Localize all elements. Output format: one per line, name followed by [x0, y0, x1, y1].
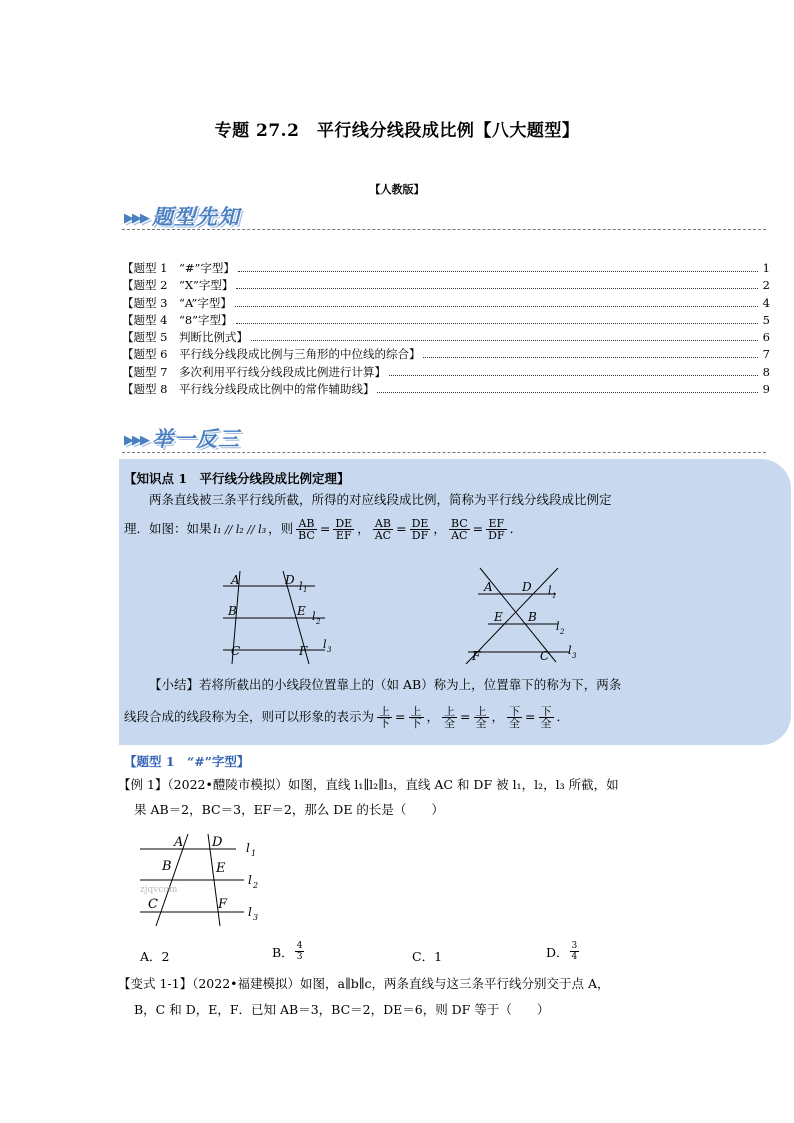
svg-text:l: l: [568, 644, 572, 657]
figure-parallel-lines: [215, 568, 345, 668]
svg-text:F: F: [472, 649, 481, 663]
section-heading-text: 题型先知: [152, 204, 240, 229]
toc-item[interactable]: 【题型 2 “X”字型】 2: [122, 278, 770, 293]
svg-text:3: 3: [327, 646, 332, 654]
svg-text:F: F: [218, 897, 228, 912]
svg-text:A: A: [231, 573, 240, 587]
toc-item[interactable]: 【题型 6 平行线分线段成比例与三角形的中位线的综合】 7: [122, 347, 770, 362]
svg-text:l: l: [248, 873, 252, 887]
question-type-heading: 【题型 1 “#”字型】: [124, 754, 250, 769]
divider: [122, 452, 766, 453]
svg-text:D: D: [285, 573, 295, 587]
triple-arrow-icon: ▶▶▶: [124, 433, 148, 448]
figure-crossing-lines: [460, 562, 590, 668]
svg-text:1: 1: [303, 586, 308, 594]
page-title: 专题 27.2 平行线分线段成比例【八大题型】: [214, 121, 580, 141]
svg-text:l: l: [299, 580, 303, 593]
triple-arrow-icon: ▶▶▶: [124, 211, 148, 226]
toc-item[interactable]: 【题型 5 判断比例式】 6: [122, 330, 770, 345]
svg-text:E: E: [297, 604, 306, 618]
svg-text:F: F: [299, 644, 308, 658]
svg-text:2: 2: [560, 628, 565, 636]
option-a[interactable]: A．2: [140, 949, 170, 964]
toc-item[interactable]: 【题型 4 “8”字型】 5: [122, 312, 770, 327]
svg-text:2: 2: [316, 618, 321, 626]
option-c[interactable]: C．1: [412, 949, 443, 964]
toc-item[interactable]: 【题型 3 “A”字型】 4: [122, 295, 770, 310]
summary-formula: 线段合成的线段称为全，则可以形象的表示为 $\frac{\text{上}}{\text{下}}$ = $\frac{\text{上}}{\text{下}}$ ， $\frac{\text{上}}{\text{全}}$ = $\frac{\text{上}}{\text{全}}$ ， $\frac{\text{下}}{\text{全}}$ = $\frac{\text{下}}{\text{全}}$ ．: [124, 705, 570, 730]
svg-text:E: E: [216, 861, 226, 876]
svg-text:1: 1: [251, 849, 257, 858]
table-of-contents: [122, 260, 770, 398]
svg-text:1: 1: [552, 592, 557, 600]
variant-question-line: 【变式 1-1】（2022•福建模拟）如图，a∥b∥c，两条直线与这三条平行线分别交于点 A，: [118, 976, 610, 991]
svg-text:l: l: [248, 905, 252, 919]
option-b[interactable]: B． $\frac{4}{3}$: [272, 941, 303, 962]
section-heading-text: 举一反三: [152, 426, 240, 451]
knowledge-heading: 【知识点 1 平行线分线段成比例定理】: [124, 471, 350, 486]
svg-text:l: l: [246, 841, 250, 855]
section-heading-practice: [124, 423, 240, 453]
example-question-line: 果 AB＝2，BC＝3，EF＝2，那么 DE 的长是（ ）: [134, 802, 444, 817]
example-question-line: 【例 1】（2022•醴陵市模拟）如图，直线 l₁∥l₂∥l₃，直线 AC 和 DF 被 l₁，l₂，l₃ 所截，如: [118, 777, 619, 792]
variant-question-line: B，C 和 D，E，F．已知 AB＝3，BC＝2，DE＝6，则 DF 等于（ ）: [134, 1002, 550, 1017]
svg-text:E: E: [494, 610, 503, 624]
watermark: zjqvcom: [140, 885, 178, 895]
svg-text:3: 3: [253, 913, 259, 922]
svg-text:C: C: [148, 897, 158, 912]
knowledge-formula: 理．如图：如果 l₁ // l₂ // l₃ ，则 $\frac{AB}{BC}$ = $\frac{DE}{EF}$ ， $\frac{AB}{AC}$ = $\frac{DE}{DF}$ ， $\frac{BC}{AC}$ = $\frac{EF}{DF}$ ．: [124, 517, 523, 542]
svg-text:l: l: [323, 638, 327, 651]
section-heading-preview: [124, 201, 240, 231]
svg-text:D: D: [212, 835, 223, 850]
svg-text:B: B: [162, 859, 172, 874]
svg-text:D: D: [522, 580, 532, 594]
svg-text:C: C: [540, 649, 550, 663]
svg-text:A: A: [174, 835, 184, 850]
svg-text:B: B: [228, 604, 237, 618]
summary-text: 【小结】若将所截出的小线段位置靠上的（如 AB）称为上，位置靠下的称为下，两条: [149, 677, 622, 692]
toc-item[interactable]: 【题型 8 平行线分线段成比例中的常作辅助线】 9: [122, 382, 770, 397]
example-figure: [136, 830, 266, 928]
svg-text:l: l: [312, 610, 316, 623]
svg-text:l: l: [556, 620, 560, 633]
svg-text:C: C: [231, 644, 241, 658]
edition-label: 【人教版】: [369, 183, 425, 196]
toc-item[interactable]: 【题型 1 “#”字型】 1: [122, 261, 770, 275]
svg-text:l: l: [548, 584, 552, 597]
option-d[interactable]: D． $\frac{3}{4}$: [546, 941, 578, 962]
svg-text:2: 2: [253, 881, 259, 890]
svg-text:A: A: [484, 580, 493, 594]
knowledge-text: 两条直线被三条平行线所截，所得的对应线段成比例，简称为平行线分线段成比例定: [149, 492, 612, 507]
toc-item[interactable]: 【题型 7 多次利用平行线分线段成比例进行计算】 8: [122, 364, 770, 379]
svg-text:3: 3: [572, 652, 577, 660]
svg-text:B: B: [528, 610, 537, 624]
divider: [122, 229, 766, 230]
